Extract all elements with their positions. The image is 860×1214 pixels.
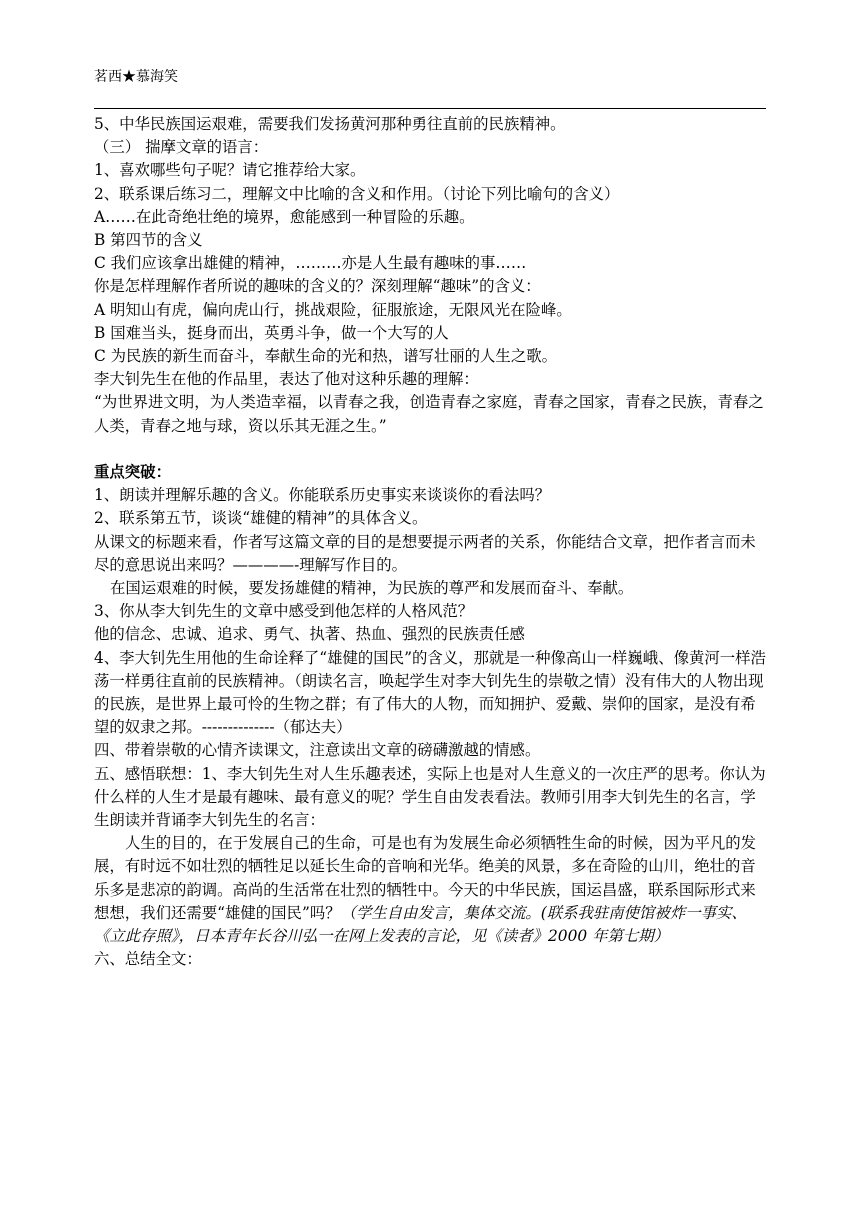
body-line: B 第四节的含义	[94, 231, 203, 250]
body-line: A……在此奇绝壮绝的境界，愈能感到一种冒险的乐趣。	[94, 207, 475, 226]
body-line: 5、中华民族国运艰难，需要我们发扬黄河那种勇往直前的民族精神。	[94, 115, 566, 133]
body-line: 3、你从李大钊先生的文章中感受到他怎样的人格风范？	[94, 602, 474, 621]
body-line: C 我们应该拿出雄健的精神，………亦是人生最有趣味的事……	[94, 254, 527, 273]
page-header: 茗西★慕海笑	[94, 69, 178, 85]
body-paragraph: 4、李大钊先生用他的生命诠释了“雄健的国民”的含义，那就是一种像高山一样巍峨、像黄河一样浩荡一样勇往直前的民族精神。（朗读名言，唤起学生对李大钊先生的崇敬之情）没有伟大的人物出现的民族，是世界上最可怜的生物之群；有了伟大的人物，而知拥护、爱戴、崇仰的国家，是没有希望的奴隶之邦。--------------（郁达夫）	[94, 648, 766, 737]
body-line: 1、朗读并理解乐趣的含义。你能联系历史事实来谈谈你的看法吗？	[94, 486, 551, 505]
body-line: 四、带着崇敬的心情齐读课文，注意读出文章的磅礴激越的情感。	[94, 741, 541, 760]
body-line: 你是怎样理解作者所说的趣味的含义的？深刻理解“趣味”的含义：	[94, 277, 541, 296]
body-line: B 国难当头，挺身而出，英勇斗争，做一个大写的人	[94, 323, 449, 342]
body-paragraph: 从课文的标题来看，作者写这篇文章的目的是想要提示两者的关系，你能结合文章，把作者言而未尽的意思说出来吗？————-理解写作目的。	[94, 532, 756, 574]
quote-paragraph	[94, 832, 766, 948]
body-line: 2、联系第五节，谈谈“雄健的精神”的具体含义。	[94, 509, 428, 528]
body-line: 在国运艰难的时候，要发扬雄健的精神，为民族的尊严和发展而奋斗、奉献。	[110, 579, 634, 598]
quote-paragraph: “为世界进文明，为人类造幸福，以青春之我，创造青春之家庭，青春之国家，青春之民族，青春之人类，青春之地与球，资以乐其无涯之生。”	[94, 393, 764, 435]
body-line: 李大钊先生在他的作品里，表达了他对这种乐趣的理解：	[94, 370, 479, 389]
section-heading-key-points: 重点突破：	[94, 463, 171, 482]
body-paragraph: 五、感悟联想：1、李大钊先生对人生乐趣表述，实际上也是对人生意义的一次庄严的思考。你认为什么样的人生才是最有趣味、最有意义的呢？学生自由发表看法。教师引用李大钊先生的名言，学生朗读并背诵李大钊先生的名言：	[94, 764, 766, 830]
blank-line	[94, 438, 766, 461]
header-divider	[94, 108, 766, 109]
section-heading: （三） 揣摩文章的语言：	[94, 138, 269, 157]
section-heading: 六、总结全文：	[94, 950, 202, 969]
document-body	[94, 113, 766, 972]
body-line: C 为民族的新生而奋斗，奉献生命的光和热，谱写壮丽的人生之歌。	[94, 347, 557, 366]
body-line: 1、喜欢哪些句子呢？请它推荐给大家。	[94, 161, 366, 180]
body-line: 他的信念、忠诚、追求、勇气、执著、热血、强烈的民族责任感	[94, 625, 525, 644]
italic-note: （学生自由发言，集体交流。(联系我驻南使馆被炸一事实、《立此存照》，日本青年长谷川弘一在网上发表的言论，见《读者》2000 年第七期）	[94, 903, 747, 946]
body-line: 2、联系课后练习二，理解文中比喻的含义和作用。（讨论下列比喻句的含义）	[94, 184, 620, 203]
body-line: A 明知山有虎，偏向虎山行，挑战艰险，征服旅途，无限风光在险峰。	[94, 300, 572, 319]
quote-text: 人生的目的，在于发展自己的生命，可是也有为发展生命必须牺牲生命的时候，因为平凡的发展，有时远不如壮烈的牺牲足以延长生命的音响和光华。绝美的风景，多在奇险的山川，绝壮的音乐多是悲凉的韵调。高尚的生活常在壮烈的牺牲中。今天的中华民族，国运昌盛，联系国际形式来想想，我们还需要“雄健的国民”吗？	[94, 834, 757, 922]
